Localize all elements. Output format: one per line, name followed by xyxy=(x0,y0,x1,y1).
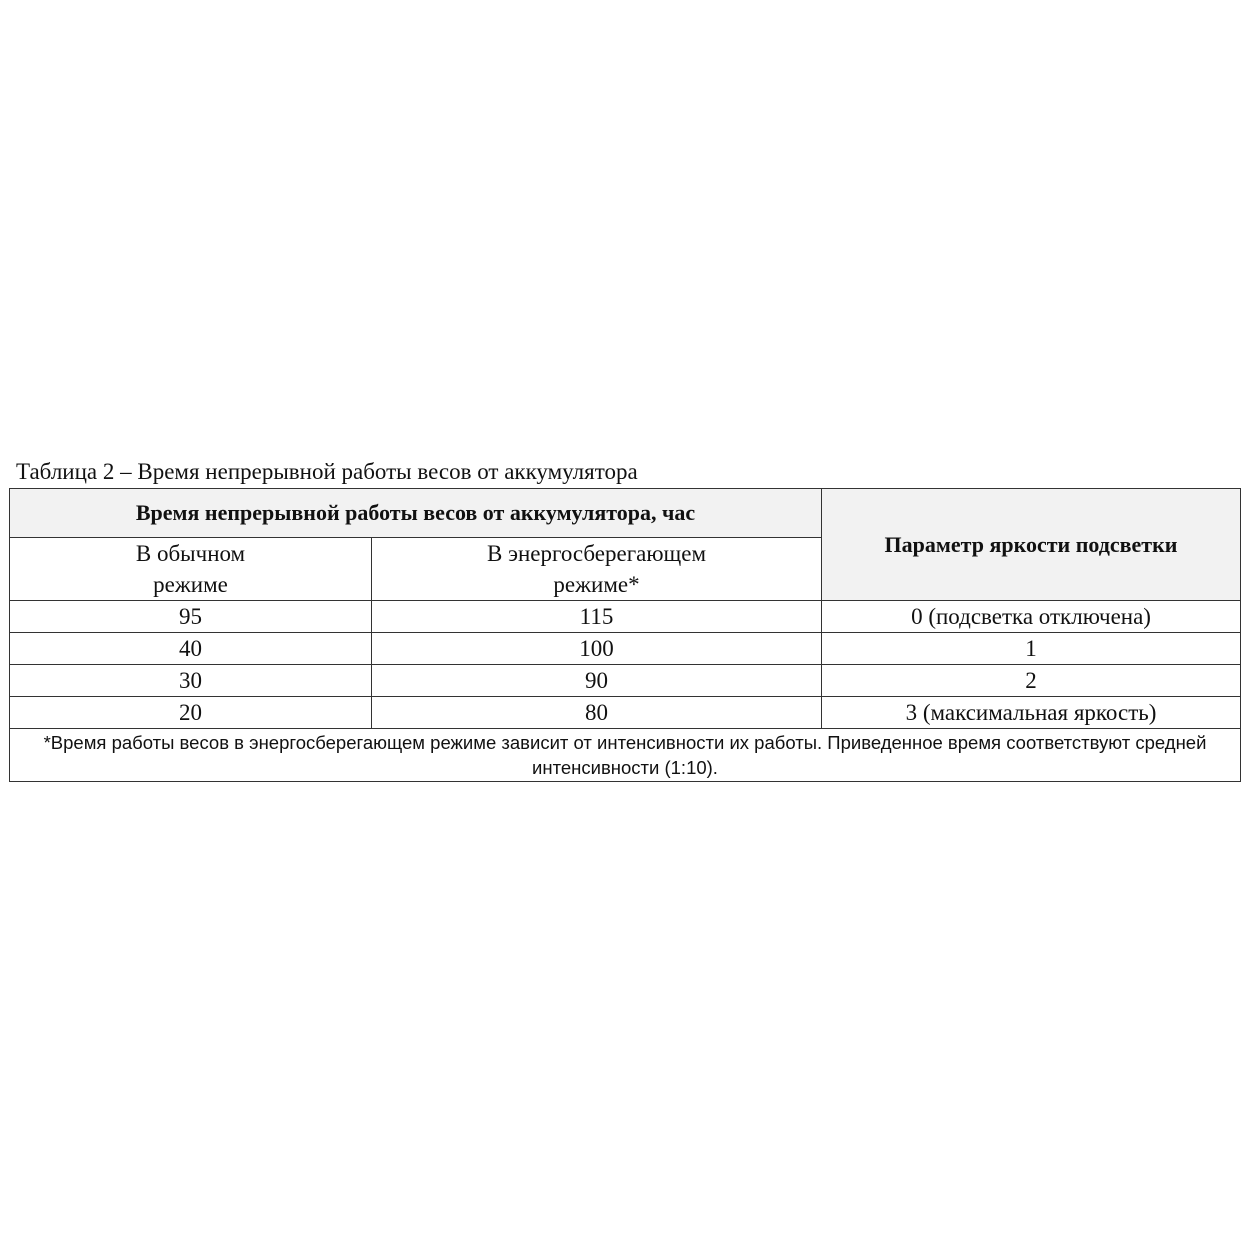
eco-mode-cell: 115 xyxy=(372,601,822,633)
eco-mode-header xyxy=(372,538,822,601)
table-row xyxy=(10,633,1241,665)
table-row xyxy=(10,697,1241,729)
normal-mode-header-text: В обычном режиме xyxy=(135,541,246,597)
brightness-cell: 1 xyxy=(822,633,1241,665)
table-footnote: *Время работы весов в энергосберегающем режиме зависит от интенсивности их работы. Приведенное время соответствуют средней интенсивности (1:10). xyxy=(10,729,1241,782)
brightness-cell: 2 xyxy=(822,665,1241,697)
brightness-cell: 3 (максимальная яркость) xyxy=(822,697,1241,729)
normal-mode-cell: 95 xyxy=(10,601,372,633)
table-row xyxy=(10,665,1241,697)
normal-mode-cell: 20 xyxy=(10,697,372,729)
battery-runtime-table xyxy=(9,488,1241,782)
runtime-group-header: Время непрерывной работы весов от аккумулятора, час xyxy=(10,489,822,538)
eco-mode-cell: 80 xyxy=(372,697,822,729)
brightness-cell: 0 (подсветка отключена) xyxy=(822,601,1241,633)
eco-mode-cell: 100 xyxy=(372,633,822,665)
normal-mode-header xyxy=(10,538,372,601)
normal-mode-cell: 30 xyxy=(10,665,372,697)
eco-mode-cell: 90 xyxy=(372,665,822,697)
table-caption: Таблица 2 – Время непрерывной работы весов от аккумулятора xyxy=(16,459,638,484)
normal-mode-cell: 40 xyxy=(10,633,372,665)
table-row xyxy=(10,601,1241,633)
eco-mode-header-text: В энергосберегающем режиме* xyxy=(486,541,707,597)
brightness-header: Параметр яркости подсветки xyxy=(822,489,1241,601)
